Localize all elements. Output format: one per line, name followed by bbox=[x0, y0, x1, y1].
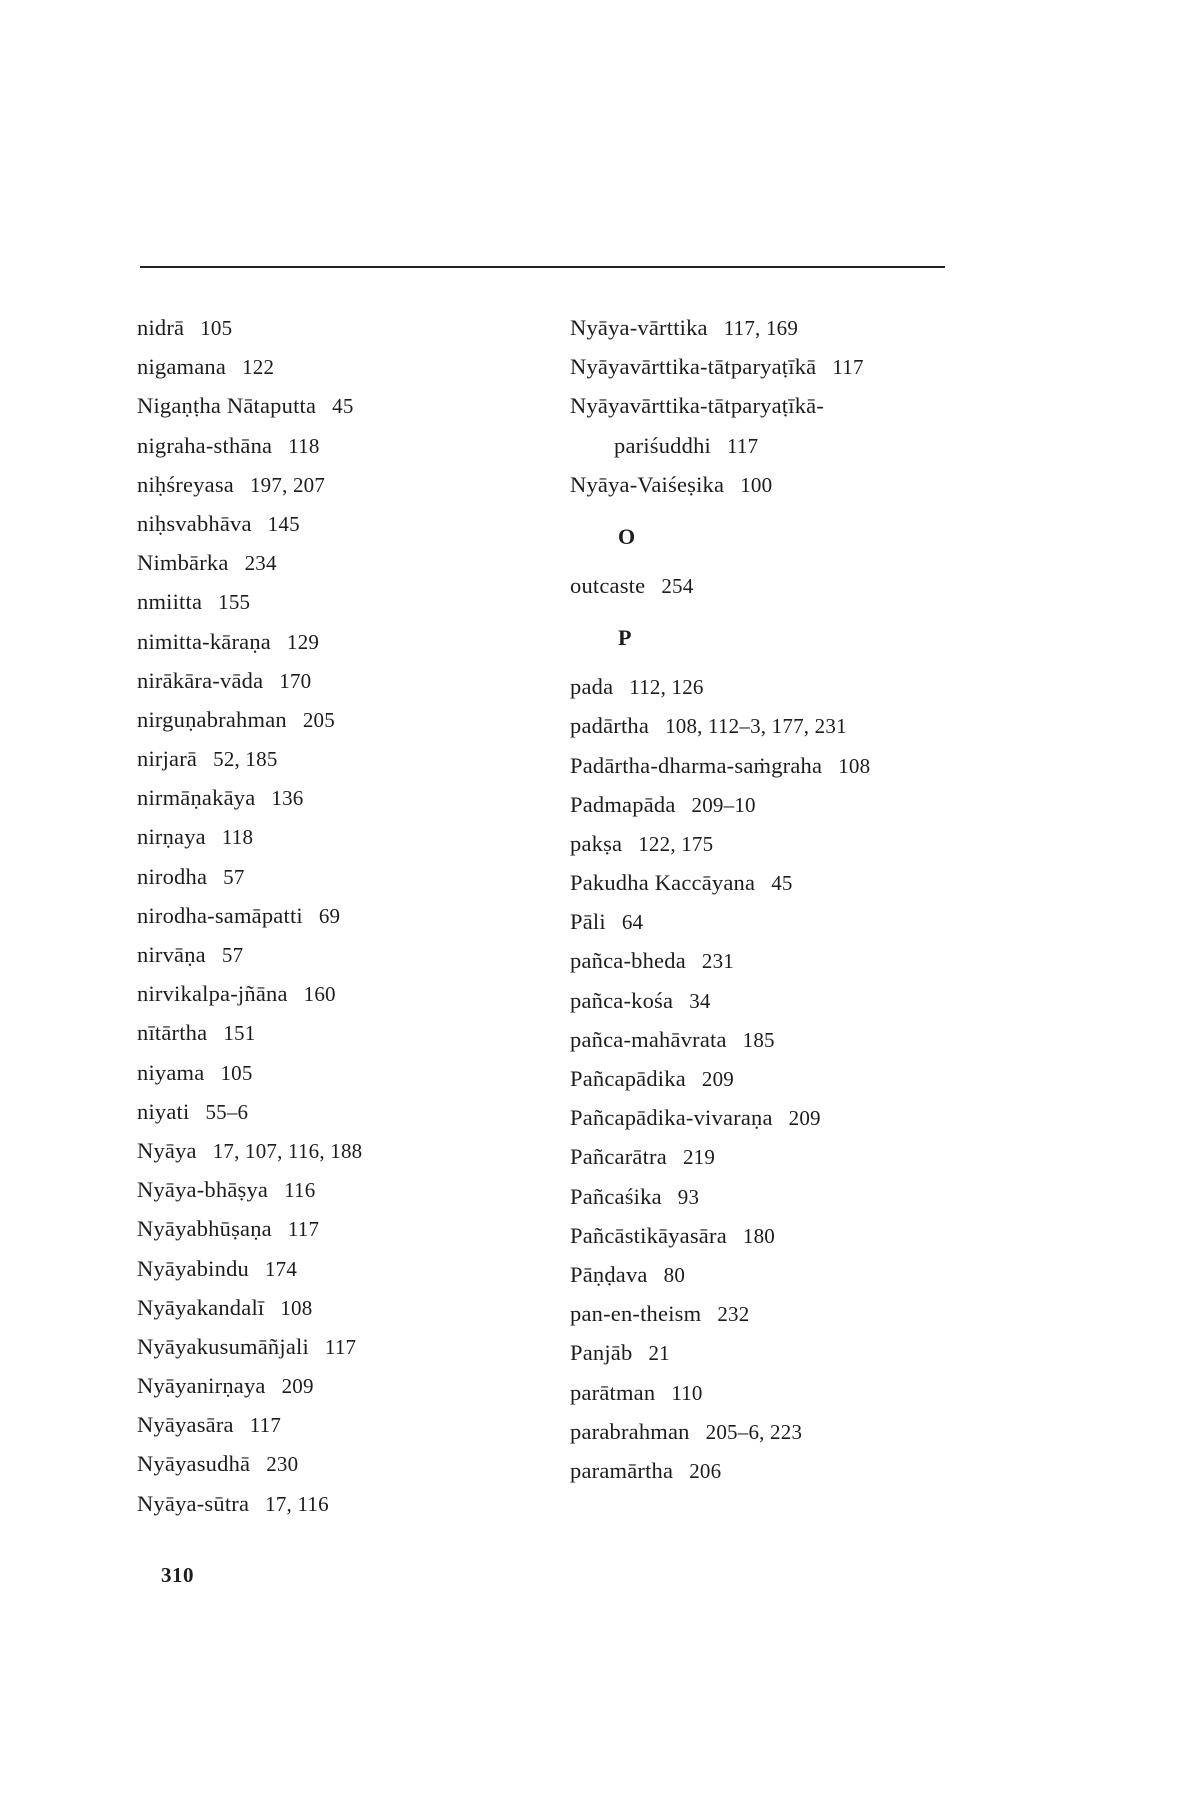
index-page-refs: 254 bbox=[661, 573, 694, 598]
index-entry bbox=[570, 863, 1000, 902]
index-term: nirjarā bbox=[137, 746, 198, 772]
top-rule bbox=[140, 266, 945, 268]
index-term: niyama bbox=[137, 1059, 205, 1085]
index-entry bbox=[570, 308, 1000, 347]
index-page-refs: 93 bbox=[677, 1184, 700, 1209]
index-term: Pañcāstikāyasāra bbox=[570, 1222, 727, 1248]
index-term: Pāṇḍava bbox=[570, 1261, 648, 1287]
index-entry bbox=[570, 465, 1000, 504]
index-term: niyati bbox=[137, 1098, 190, 1124]
index-term: pada bbox=[570, 674, 614, 700]
index-entry bbox=[570, 426, 1000, 465]
index-term: Nyāya-Vaiśeṣika bbox=[570, 471, 725, 497]
index-page-refs: 108 bbox=[280, 1295, 313, 1320]
index-entry bbox=[570, 706, 1000, 745]
index-entry bbox=[137, 700, 557, 739]
index-page-refs: 117, 169 bbox=[723, 316, 799, 340]
index-term: pan-en-theism bbox=[570, 1301, 702, 1327]
index-term: Nyāyavārttika-tātparyaṭīkā bbox=[570, 354, 817, 380]
index-term: pañca-kośa bbox=[570, 987, 674, 1013]
index-term: Nyāyanirṇaya bbox=[137, 1373, 266, 1399]
index-page-refs: 185 bbox=[742, 1027, 775, 1052]
index-page-refs: 108, 112–3, 177, 231 bbox=[665, 714, 847, 739]
index-term: nirākāra-vāda bbox=[137, 667, 264, 693]
index-term: pañca-bheda bbox=[570, 948, 686, 974]
index-term: Nyāya-bhāṣya bbox=[137, 1177, 269, 1203]
index-page-refs: 112, 126 bbox=[629, 675, 704, 700]
index-entry bbox=[137, 465, 557, 504]
index-page-refs: 21 bbox=[648, 1341, 670, 1366]
index-entry bbox=[570, 1098, 1000, 1137]
index-term: outcaste bbox=[570, 572, 646, 598]
index-page-refs: 117 bbox=[324, 1334, 357, 1359]
index-entry bbox=[570, 824, 1000, 863]
index-entry bbox=[570, 785, 1000, 824]
index-term: Nimbārka bbox=[137, 550, 229, 576]
index-page-refs: 69 bbox=[318, 903, 341, 928]
index-term: Nyāyabhūṣaṇa bbox=[137, 1216, 272, 1242]
index-page-refs: 57 bbox=[221, 943, 244, 967]
index-entry bbox=[137, 1366, 557, 1405]
index-page-refs: 80 bbox=[663, 1262, 686, 1287]
index-page-refs: 206 bbox=[689, 1458, 722, 1483]
index-page-refs: 209–10 bbox=[691, 792, 756, 817]
index-entry bbox=[570, 1451, 1000, 1490]
index-page-refs: 197, 207 bbox=[249, 472, 326, 497]
index-term: Padmapāda bbox=[570, 791, 676, 817]
index-page-refs: 118 bbox=[288, 433, 320, 458]
index-column-left bbox=[137, 308, 557, 1523]
index-term: parabrahman bbox=[570, 1418, 690, 1444]
index-entry bbox=[570, 1216, 1000, 1255]
index-entry bbox=[137, 1249, 557, 1288]
index-page-refs: 110 bbox=[671, 1380, 703, 1405]
index-term: nirṇaya bbox=[137, 824, 206, 850]
index-entry bbox=[137, 582, 557, 621]
index-page-refs: 52, 185 bbox=[213, 747, 278, 772]
index-entry bbox=[137, 1170, 557, 1209]
index-entry bbox=[137, 426, 557, 465]
index-term: nigamana bbox=[137, 354, 227, 380]
index-entry bbox=[137, 739, 557, 778]
index-entry bbox=[137, 622, 557, 661]
index-entry bbox=[570, 386, 1000, 425]
index-page-refs: 17, 107, 116, 188 bbox=[212, 1138, 363, 1163]
index-page-refs: 230 bbox=[266, 1452, 299, 1477]
index-page-refs: 219 bbox=[682, 1145, 716, 1170]
index-term: Nyāyabindu bbox=[137, 1255, 249, 1281]
section-letter-heading: P bbox=[618, 625, 632, 651]
index-page-refs: 209 bbox=[788, 1106, 821, 1131]
index-entry bbox=[570, 1333, 1000, 1372]
index-entry bbox=[137, 504, 557, 543]
index-page-refs: 136 bbox=[271, 786, 304, 811]
index-entry bbox=[570, 1177, 1000, 1216]
index-page-refs: 57 bbox=[223, 864, 245, 889]
index-term: pañca-mahāvrata bbox=[570, 1026, 727, 1052]
index-term: niḥsvabhāva bbox=[137, 510, 252, 536]
index-entry bbox=[570, 1059, 1000, 1098]
index-term: pakṣa bbox=[570, 830, 623, 856]
index-term: Nyāyakandalī bbox=[137, 1294, 265, 1320]
index-page-refs: 231 bbox=[701, 949, 734, 974]
section-letter-heading: O bbox=[618, 523, 636, 549]
index-page-refs: 205–6, 223 bbox=[705, 1419, 803, 1444]
index-term: Nyāyasāra bbox=[137, 1412, 234, 1438]
index-term: padārtha bbox=[570, 713, 650, 739]
index-term: nirodha-samāpatti bbox=[137, 902, 303, 928]
index-page-refs: 100 bbox=[740, 472, 773, 497]
index-entry bbox=[570, 667, 1000, 706]
index-page-refs: 55–6 bbox=[205, 1099, 249, 1124]
index-page-refs: 151 bbox=[223, 1021, 256, 1046]
index-term: nirmāṇakāya bbox=[137, 785, 256, 811]
index-term: nirodha bbox=[137, 863, 208, 889]
index-term: pariśuddhi bbox=[614, 432, 711, 458]
index-column-right bbox=[570, 308, 1000, 1490]
index-page-refs: 232 bbox=[717, 1302, 750, 1327]
index-page-refs: 129 bbox=[287, 629, 320, 654]
index-page-refs: 45 bbox=[771, 871, 793, 896]
index-page-refs: 117 bbox=[287, 1217, 320, 1242]
index-page-refs: 116 bbox=[284, 1178, 316, 1203]
index-page-refs: 108 bbox=[838, 753, 871, 778]
index-page-refs: 122, 175 bbox=[638, 831, 714, 856]
index-entry bbox=[570, 746, 1000, 785]
index-term: Pañcapādika-vivaraṇa bbox=[570, 1105, 773, 1131]
index-entry bbox=[137, 1092, 557, 1131]
index-term: nmiitta bbox=[137, 589, 203, 615]
index-entry bbox=[570, 1137, 1000, 1176]
index-page-refs: 34 bbox=[689, 988, 711, 1013]
index-entry bbox=[137, 661, 557, 700]
index-entry bbox=[137, 817, 557, 856]
index-term: Nyāya bbox=[137, 1137, 197, 1163]
index-term: Pāli bbox=[570, 909, 606, 935]
index-page-refs: 145 bbox=[267, 511, 300, 536]
index-term: paramārtha bbox=[570, 1457, 674, 1483]
index-term: Panjāb bbox=[570, 1340, 633, 1366]
index-entry bbox=[137, 386, 557, 425]
index-term: Pakudha Kaccāyana bbox=[570, 870, 756, 896]
index-page-refs: 234 bbox=[244, 551, 277, 576]
index-term: Nigaṇṭha Nātaputta bbox=[137, 393, 317, 419]
index-page-refs: 205 bbox=[302, 707, 335, 732]
index-page-refs: 117 bbox=[727, 433, 759, 458]
index-entry bbox=[570, 566, 1000, 605]
index-page-refs: 64 bbox=[621, 910, 644, 935]
index-entry bbox=[137, 1209, 557, 1248]
index-entry bbox=[570, 981, 1000, 1020]
index-page-refs: 105 bbox=[220, 1060, 253, 1085]
index-entry bbox=[137, 1131, 557, 1170]
index-term: Nyāya-sūtra bbox=[137, 1490, 250, 1516]
index-entry bbox=[570, 1294, 1000, 1333]
index-entry bbox=[137, 935, 557, 974]
index-entry bbox=[570, 902, 1000, 941]
index-page-refs: 117 bbox=[249, 1413, 282, 1438]
index-page-refs: 117 bbox=[832, 355, 864, 380]
index-entry bbox=[137, 1053, 557, 1092]
index-entry bbox=[137, 778, 557, 817]
index-page-refs: 180 bbox=[742, 1223, 775, 1248]
index-entry bbox=[570, 1412, 1000, 1451]
index-page-refs: 155 bbox=[218, 590, 251, 615]
index-entry bbox=[570, 347, 1000, 386]
index-page-refs: 160 bbox=[303, 982, 336, 1007]
index-entry bbox=[137, 347, 557, 386]
index-page-refs: 174 bbox=[264, 1256, 298, 1281]
index-term: nirvikalpa-jñāna bbox=[137, 981, 288, 1007]
index-page-refs: 17, 116 bbox=[265, 1491, 329, 1516]
index-entry bbox=[137, 543, 557, 582]
index-entry bbox=[137, 308, 557, 347]
index-entry bbox=[137, 857, 557, 896]
index-entry bbox=[137, 1444, 557, 1483]
index-entry bbox=[137, 1327, 557, 1366]
index-entry bbox=[137, 974, 557, 1013]
index-term: Nyāyakusumāñjali bbox=[137, 1333, 309, 1359]
index-term: nirguṇabrahman bbox=[137, 706, 287, 732]
index-entry bbox=[137, 1288, 557, 1327]
page-number: 310 bbox=[161, 1563, 194, 1587]
index-term: Nyāya-vārttika bbox=[570, 315, 708, 340]
index-term: nirvāṇa bbox=[137, 942, 206, 967]
index-term: Nyāyasudhā bbox=[137, 1451, 251, 1477]
index-term: Pañcarātra bbox=[570, 1144, 667, 1170]
index-page-refs: 170 bbox=[279, 668, 312, 693]
index-entry bbox=[570, 1255, 1000, 1294]
index-page-refs: 209 bbox=[701, 1067, 735, 1091]
index-term: parātman bbox=[570, 1379, 656, 1405]
index-page-refs: 122 bbox=[242, 355, 275, 380]
index-page-refs: 118 bbox=[221, 825, 254, 850]
index-term: nidrā bbox=[137, 315, 185, 340]
index-entry bbox=[570, 1373, 1000, 1412]
index-entry bbox=[570, 941, 1000, 980]
index-term: Pañcapādika bbox=[570, 1066, 686, 1091]
index-entry bbox=[137, 1484, 557, 1523]
index-page-refs: 105 bbox=[200, 316, 233, 340]
index-term: Padārtha-dharma-saṁgraha bbox=[570, 752, 823, 778]
index-term: Pañcaśika bbox=[570, 1183, 662, 1209]
index-entry bbox=[137, 1405, 557, 1444]
index-entry bbox=[137, 1013, 557, 1052]
index-entry bbox=[570, 1020, 1000, 1059]
index-page-refs: 45 bbox=[332, 394, 354, 419]
index-term: nigraha-sthāna bbox=[137, 432, 273, 458]
index-term: nītārtha bbox=[137, 1020, 208, 1046]
index-term: niḥśreyasa bbox=[137, 471, 234, 497]
index-entry bbox=[137, 896, 557, 935]
index-term: nimitta-kāraṇa bbox=[137, 628, 271, 654]
index-page-refs: 209 bbox=[281, 1374, 314, 1399]
index-term: Nyāyavārttika-tātparyaṭīkā- bbox=[570, 393, 825, 419]
